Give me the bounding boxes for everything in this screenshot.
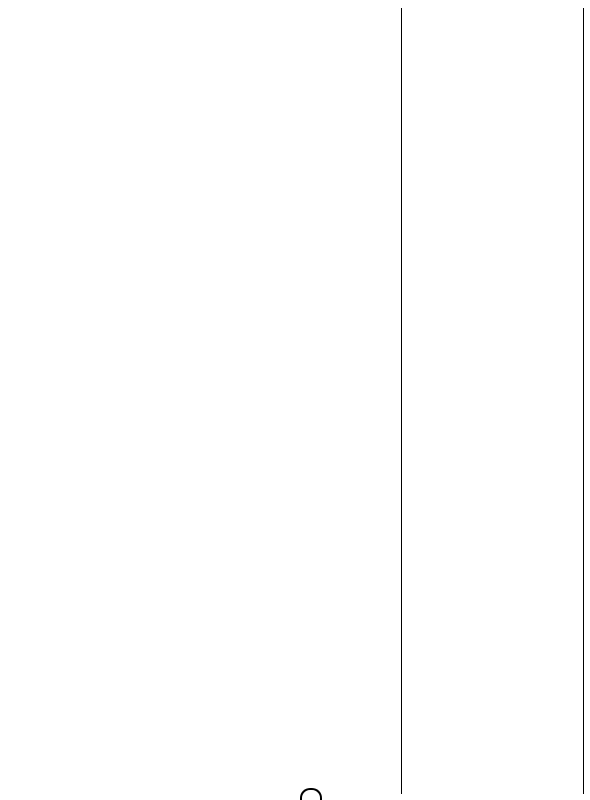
paragraph [212,59,395,82]
column-left [402,8,584,794]
paragraph [408,8,577,31]
paragraph [212,8,395,31]
column-middle [206,8,402,794]
paragraph [12,8,200,31]
section-heading [212,83,395,107]
paragraph [12,59,200,82]
section-heading [212,33,395,57]
paragraph [212,109,395,132]
column-right [6,8,206,794]
page-footer-ornament [300,788,322,800]
section-heading [12,33,200,57]
